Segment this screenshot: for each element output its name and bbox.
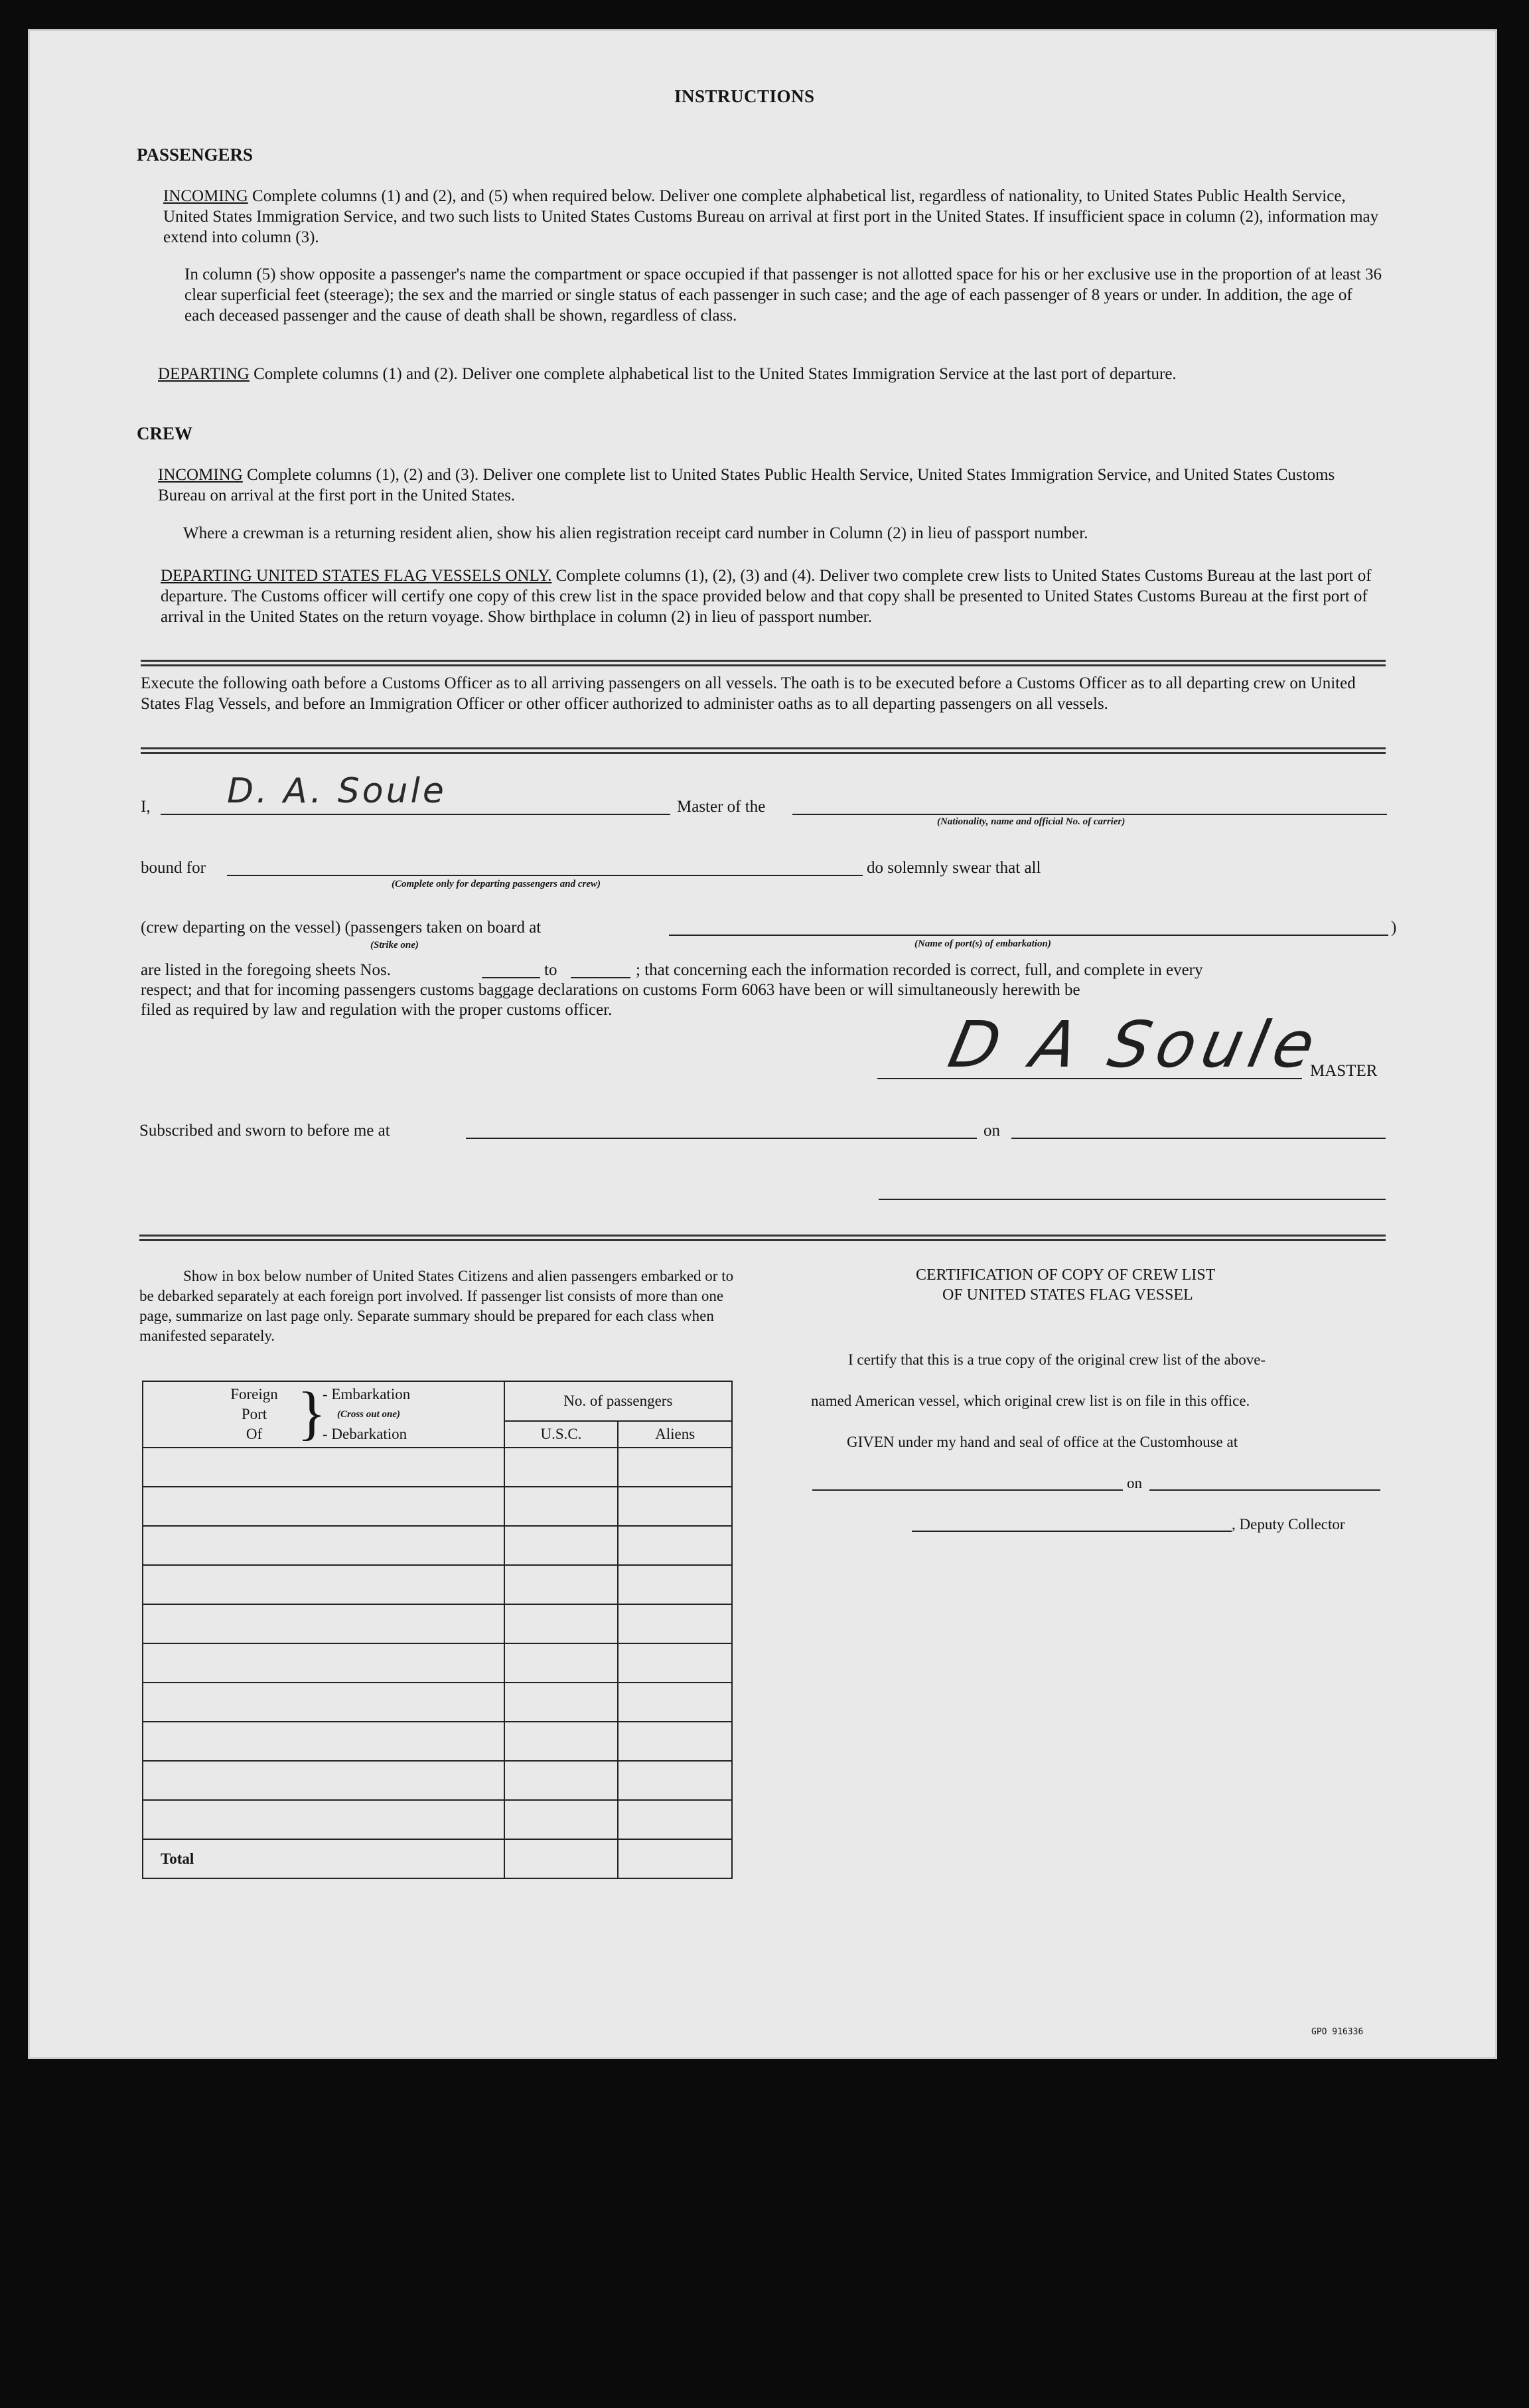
subscribed-place-line[interactable] (466, 1138, 977, 1139)
of-label: Of (246, 1426, 263, 1442)
usc-cell[interactable] (504, 1487, 619, 1526)
port-cell[interactable] (143, 1800, 504, 1839)
crew-incoming-paragraph (158, 465, 1384, 506)
passengers-departing-label: DEPARTING (158, 365, 250, 383)
table-row (143, 1643, 732, 1683)
passengers-incoming-paragraph (163, 186, 1384, 248)
subscribed-date-line[interactable] (1011, 1138, 1386, 1139)
crew-departing-text: Complete columns (1), (2), (3) and (4). Deliver two complete crew lists to United States Customs Bureau at the last port of departure. The Customs officer will certify one copy of this crew list in the space provided below and that copy shall be presented to United States Customs Bureau at the first port of arrival in the United States on the return voyage. Show birthplace in column (2) in lieu of passport number. (161, 567, 1372, 626)
aliens-cell[interactable] (618, 1722, 732, 1761)
divider (141, 660, 1386, 666)
master-of-label: Master of the (677, 798, 766, 816)
table-row (143, 1565, 732, 1604)
carrier-caption: (Nationality, name and official No. of carrier) (937, 816, 1126, 827)
table-row (143, 1526, 732, 1565)
strike-caption: (Strike one) (370, 940, 419, 950)
usc-cell[interactable] (504, 1604, 619, 1643)
port-cell[interactable] (143, 1565, 504, 1604)
listed-text-3: respect; and that for incoming passengers customs baggage declarations on customs Form 6063 have been or will simultaneously herewith be (141, 981, 1080, 999)
officer-signature-line[interactable] (879, 1199, 1386, 1200)
page-title: INSTRUCTIONS (674, 86, 815, 106)
aliens-cell[interactable] (618, 1487, 732, 1526)
crew-incoming-label: INCOMING (158, 466, 243, 484)
port-cell[interactable] (143, 1604, 504, 1643)
port-embarkation-line[interactable] (669, 935, 1388, 936)
table-row (143, 1604, 732, 1643)
passengers-column5-paragraph: In column (5) show opposite a passenger's name the compartment or space occupied if that passenger is not allotted space for his or her exclusive use in the proportion of at least 36 clear superficial feet (steerage); the sex and the married or single status of each passenger in such case; and the age of each passenger of 8 years or under. In addition, the age of each deceased passenger and the cause of death shall be shown, regardless of class. (184, 265, 1382, 325)
brace-icon: } (297, 1381, 327, 1446)
listed-text-1: are listed in the foregoing sheets Nos. (141, 961, 391, 979)
port-cell[interactable] (143, 1487, 504, 1526)
divider (139, 1235, 1386, 1241)
crew-resident-paragraph: Where a crewman is a returning resident alien, show his alien registration receipt card number in Column (2) in lieu of passport number. (183, 524, 1088, 542)
listed-text-4: filed as required by law and regulation with the proper customs officer. (141, 1001, 613, 1019)
crew-passengers-text: (crew departing on the vessel) (passengers taken on board at (141, 919, 542, 937)
passengers-departing-paragraph (158, 364, 1384, 384)
customhouse-line[interactable] (812, 1489, 1123, 1491)
port-cell[interactable] (143, 1526, 504, 1565)
bound-for-caption: (Complete only for departing passengers and crew) (392, 879, 601, 889)
crew-heading: CREW (137, 423, 193, 443)
subscribed-text: Subscribed and sworn to before me at (139, 1122, 390, 1140)
master-name-line (161, 814, 670, 815)
port-cell[interactable] (143, 1683, 504, 1722)
table-row (143, 1800, 732, 1839)
form-page (28, 29, 1497, 2059)
table-row (143, 1722, 732, 1761)
table-row (143, 1448, 732, 1487)
gpo-code: GPO 916336 (1311, 2027, 1364, 2037)
oath-intro-paragraph: Execute the following oath before a Customs Officer as to all arriving passengers on all vessels. The oath is to be executed before a Customs Officer as to all departing crew on United States Flag Vessels, and before an Immigration Officer or other officer authorized to administer oaths as to all departing passengers on all vessels. (141, 674, 1356, 713)
table-row (143, 1761, 732, 1800)
master-name-handwriting: D. A. Soule (227, 771, 447, 811)
master-signature-line (877, 1078, 1302, 1079)
debarkation-label: - Debarkation (323, 1426, 407, 1442)
subscribed-on-label: on (983, 1122, 1000, 1140)
cross-out-caption: (Cross out one) (337, 1409, 401, 1420)
aliens-cell[interactable] (618, 1761, 732, 1800)
sheet-from-line[interactable] (482, 977, 540, 978)
divider (141, 747, 1386, 754)
crew-departing-paragraph (161, 565, 1384, 627)
usc-cell[interactable] (504, 1722, 619, 1761)
listed-text-2: ; that concerning each the information recorded is correct, full, and complete in every (636, 961, 1203, 979)
port-cell[interactable] (143, 1722, 504, 1761)
carrier-line[interactable] (792, 814, 1387, 815)
port-cell[interactable] (143, 1448, 504, 1487)
foreign-port-header (143, 1381, 504, 1448)
total-row (143, 1839, 732, 1878)
usc-header: U.S.C. (504, 1421, 619, 1448)
certification-on-label: on (1127, 1475, 1142, 1491)
usc-cell[interactable] (504, 1565, 619, 1604)
to-label: to (544, 961, 557, 979)
aliens-cell[interactable] (618, 1526, 732, 1565)
aliens-cell[interactable] (618, 1643, 732, 1683)
aliens-cell[interactable] (618, 1565, 732, 1604)
oath-i-label: I, (141, 798, 151, 816)
crew-departing-label: DEPARTING UNITED STATES FLAG VESSELS ONLY. (161, 567, 552, 585)
certification-title-1: CERTIFICATION OF COPY OF CREW LIST (916, 1266, 1216, 1284)
certification-line-2: named American vessel, which original crew list is on file in this office. (811, 1392, 1250, 1409)
usc-cell[interactable] (504, 1643, 619, 1683)
summary-instructions: Show in box below number of United States Citizens and alien passengers embarked or to be debarked separately at each foreign port involved. If passenger list consists of more than one page, summarize on last page only. Separate summary should be prepared for each class when manifested separately. (139, 1268, 734, 1344)
crew-incoming-text: Complete columns (1), (2) and (3). Deliver one complete list to United States Public Health Service, United States Immigration Service, and United States Customs Bureau on arrival at the first port in the United States. (158, 466, 1335, 504)
total-label: Total (143, 1839, 504, 1878)
aliens-cell[interactable] (618, 1604, 732, 1643)
master-signature: D A Soule (942, 1008, 1328, 1082)
bound-for-line[interactable] (227, 875, 863, 876)
table-row (143, 1487, 732, 1526)
aliens-cell[interactable] (618, 1800, 732, 1839)
sheet-to-line[interactable] (571, 977, 630, 978)
deputy-collector-line[interactable] (912, 1531, 1232, 1532)
passengers-incoming-label: INCOMING (163, 187, 248, 205)
aliens-cell[interactable] (618, 1683, 732, 1722)
swear-text: do solemnly swear that all (867, 859, 1041, 877)
usc-cell[interactable] (504, 1761, 619, 1800)
total-aliens-cell[interactable] (618, 1839, 732, 1878)
port-label: Port (241, 1406, 267, 1422)
usc-cell[interactable] (504, 1448, 619, 1487)
certification-title-2: OF UNITED STATES FLAG VESSEL (942, 1286, 1193, 1304)
embarkation-label: - Embarkation (323, 1386, 411, 1402)
passenger-summary-table (142, 1381, 733, 1879)
port-caption: (Name of port(s) of embarkation) (914, 939, 1051, 949)
usc-cell[interactable] (504, 1526, 619, 1565)
aliens-header: Aliens (618, 1421, 732, 1448)
certification-line-1: I certify that this is a true copy of the original crew list of the above- (848, 1351, 1266, 1368)
passengers-incoming-text: Complete columns (1) and (2), and (5) when required below. Deliver one complete alphabetical list, regardless of nationality, to United States Public Health Service, United States Immigration Service, and two such lists to United States Customs Bureau on arrival at first port in the United States. If insufficient space in column (2), information may extend into column (3). (163, 187, 1379, 246)
foreign-label: Foreign (230, 1386, 278, 1402)
bound-for-label: bound for (141, 859, 206, 877)
no-passengers-header: No. of passengers (504, 1381, 732, 1421)
certification-line-3: GIVEN under my hand and seal of office at the Customhouse at (847, 1434, 1238, 1450)
passengers-departing-text: Complete columns (1) and (2). Deliver one complete alphabetical list to the United States Immigration Service at the last port of departure. (254, 365, 1177, 383)
deputy-collector-label: , Deputy Collector (1232, 1516, 1345, 1533)
total-usc-cell[interactable] (504, 1839, 619, 1878)
close-paren: ) (1391, 919, 1397, 937)
passengers-heading: PASSENGERS (137, 145, 254, 165)
table-row (143, 1683, 732, 1722)
aliens-cell[interactable] (618, 1448, 732, 1487)
certification-date-line[interactable] (1149, 1489, 1380, 1491)
port-cell[interactable] (143, 1643, 504, 1683)
master-label: MASTER (1310, 1062, 1378, 1080)
usc-cell[interactable] (504, 1800, 619, 1839)
port-cell[interactable] (143, 1761, 504, 1800)
usc-cell[interactable] (504, 1683, 619, 1722)
